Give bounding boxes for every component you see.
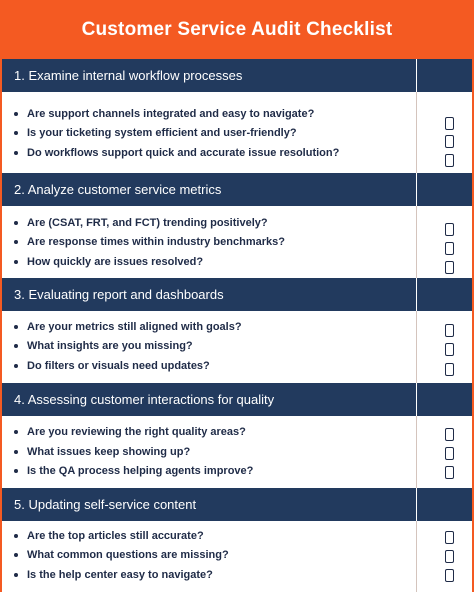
- checkbox[interactable]: [445, 154, 454, 167]
- section-3-heading: 3. Evaluating report and dashboards: [14, 287, 224, 302]
- column-divider: [416, 521, 417, 592]
- item-text: Is your ticketing system efficient and user-friendly?: [27, 127, 297, 139]
- checklist-item: [14, 105, 409, 123]
- bullet-icon: [14, 469, 18, 473]
- bullet-icon: [14, 344, 18, 348]
- checkbox[interactable]: [445, 466, 454, 479]
- checklist-item: [14, 124, 409, 142]
- section-4-heading: 4. Assessing customer interactions for quality: [14, 392, 275, 407]
- bullet-icon: [14, 430, 18, 434]
- item-text: What issues keep showing up?: [27, 446, 191, 458]
- checkbox[interactable]: [445, 531, 454, 544]
- column-divider: [416, 416, 417, 488]
- checklist-item: [14, 233, 409, 251]
- item-text: Are your metrics still aligned with goals?: [27, 321, 242, 333]
- bullet-icon: [14, 364, 18, 368]
- item-text: What insights are you missing?: [27, 340, 193, 352]
- section-2-heading: 2. Analyze customer service metrics: [14, 182, 222, 197]
- section-3-header: [2, 278, 472, 311]
- header-divider: [416, 383, 417, 416]
- checkbox[interactable]: [445, 447, 454, 460]
- bullet-icon: [14, 573, 18, 577]
- checklist-item: [14, 443, 409, 461]
- checklist-item: [14, 527, 409, 545]
- section-2-header: [2, 173, 472, 206]
- bullet-icon: [14, 131, 18, 135]
- checkbox[interactable]: [445, 550, 454, 563]
- checkbox[interactable]: [445, 363, 454, 376]
- section-1-header: [2, 59, 472, 92]
- header-divider: [416, 488, 417, 521]
- section-1-body: [2, 92, 472, 175]
- checkbox[interactable]: [445, 242, 454, 255]
- checklist-item: [14, 546, 409, 564]
- header-divider: [416, 59, 417, 92]
- bullet-icon: [14, 260, 18, 264]
- checkbox[interactable]: [445, 223, 454, 236]
- item-text: Do workflows support quick and accurate issue resolution?: [27, 147, 340, 159]
- checkbox[interactable]: [445, 324, 454, 337]
- column-divider: [416, 206, 417, 278]
- page-title: Customer Service Audit Checklist: [0, 0, 474, 59]
- checklist-item: [14, 253, 409, 271]
- bullet-icon: [14, 534, 18, 538]
- section-4-header: [2, 383, 472, 416]
- section-5-heading: 5. Updating self-service content: [14, 497, 197, 512]
- checklist-item: [14, 214, 409, 232]
- checklist-item: [14, 144, 409, 162]
- checklist-item: [14, 423, 409, 441]
- bullet-icon: [14, 325, 18, 329]
- item-text: Are (CSAT, FRT, and FCT) trending positively?: [27, 217, 268, 229]
- checklist-item: [14, 337, 409, 355]
- column-divider: [416, 311, 417, 383]
- checkbox[interactable]: [445, 261, 454, 274]
- item-text: Is the QA process helping agents improve?: [27, 465, 254, 477]
- bullet-icon: [14, 221, 18, 225]
- section-2-body: [2, 206, 472, 278]
- item-text: Do filters or visuals need updates?: [27, 360, 210, 372]
- item-text: Are support channels integrated and easy to navigate?: [27, 108, 315, 120]
- checkbox[interactable]: [445, 135, 454, 148]
- checkbox[interactable]: [445, 117, 454, 130]
- checklist-item: [14, 462, 409, 480]
- bullet-icon: [14, 240, 18, 244]
- item-text: Are response times within industry benchmarks?: [27, 236, 285, 248]
- checklist-item: [14, 318, 409, 336]
- checklist-frame: [0, 59, 474, 592]
- bullet-icon: [14, 112, 18, 116]
- checkbox[interactable]: [445, 428, 454, 441]
- column-divider: [416, 92, 417, 175]
- item-text: What common questions are missing?: [27, 549, 229, 561]
- header-divider: [416, 173, 417, 206]
- item-text: Are the top articles still accurate?: [27, 530, 204, 542]
- checkbox[interactable]: [445, 343, 454, 356]
- item-text: Is the help center easy to navigate?: [27, 569, 213, 581]
- section-5-body: [2, 521, 472, 592]
- bullet-icon: [14, 450, 18, 454]
- bullet-icon: [14, 151, 18, 155]
- section-3-body: [2, 311, 472, 383]
- bullet-icon: [14, 553, 18, 557]
- checklist-item: [14, 357, 409, 375]
- item-text: How quickly are issues resolved?: [27, 256, 204, 268]
- section-1-heading: 1. Examine internal workflow processes: [14, 68, 243, 83]
- item-text: Are you reviewing the right quality areas?: [27, 426, 246, 438]
- header-divider: [416, 278, 417, 311]
- checkbox[interactable]: [445, 569, 454, 582]
- section-4-body: [2, 416, 472, 488]
- section-5-header: [2, 488, 472, 521]
- checklist-item: [14, 566, 409, 584]
